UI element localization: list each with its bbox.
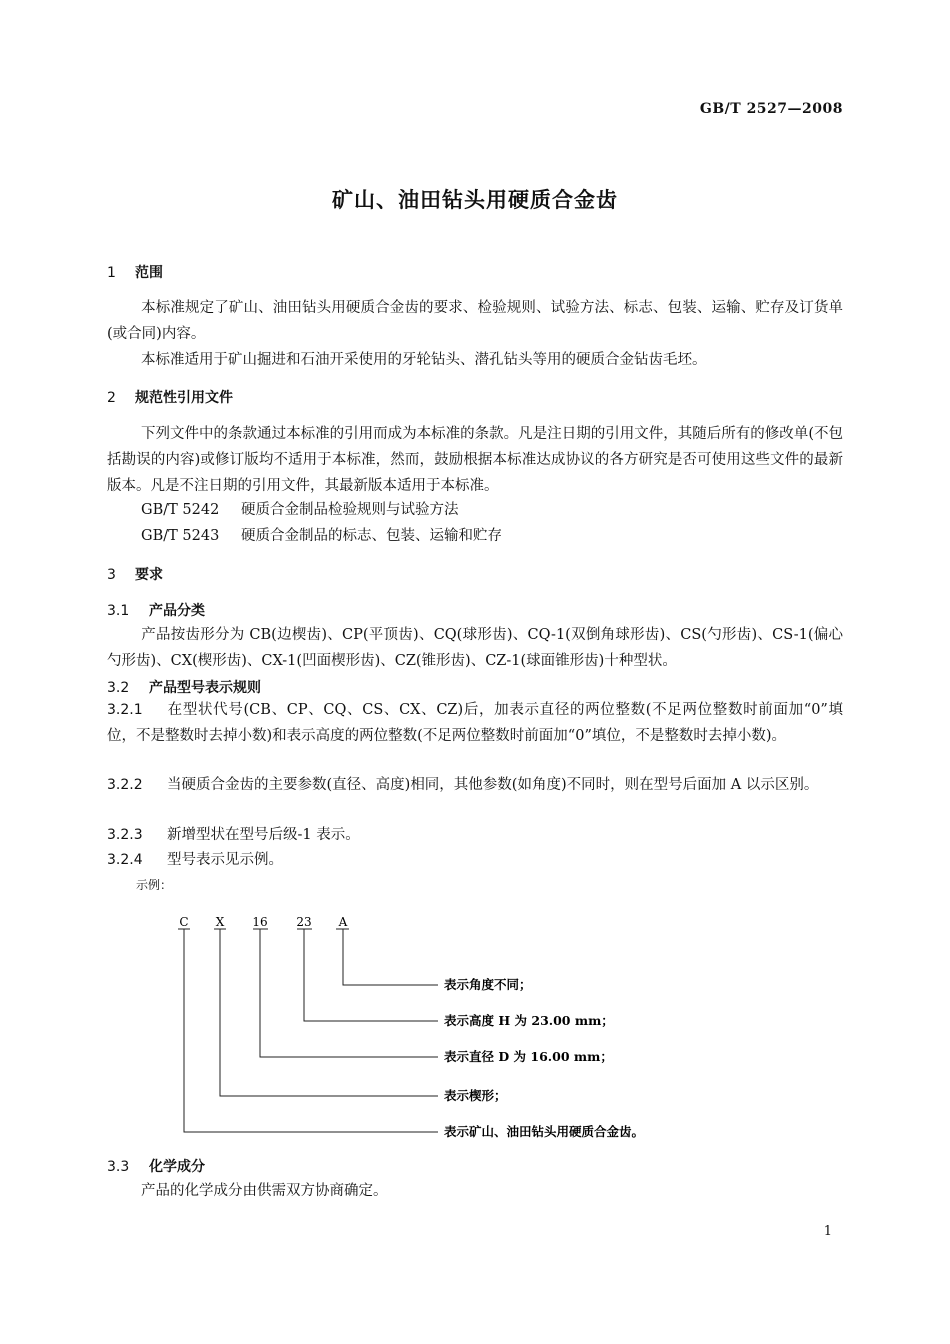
- paragraph-text: 本标准规定了矿山、油田钻头用硬质合金齿的要求、检验规则、试验方法、标志、包装、运输、贮存及订货单(或合同)内容。: [107, 300, 843, 342]
- label-height: 表示高度 H 为 23.00 mm；: [444, 1013, 614, 1028]
- paragraph-text: 下列文件中的条款通过本标准的引用而成为本标准的条款。凡是注日期的引用文件，其随后所有的修改单(不包括勘误的内容)或修订版均不适用于本标准，然而，鼓励根据本标准达成协议的各方研究是否可使用这些文件的最新版本。凡是不注日期的引用文件，其最新版本适用于本标准。: [107, 426, 843, 494]
- section-number: 3.1: [107, 603, 130, 619]
- section-number: 1: [107, 265, 116, 281]
- label-angle: 表示角度不同；: [444, 977, 532, 992]
- paragraph-text: 产品的化学成分由供需双方协商确定。: [141, 1183, 388, 1199]
- section-title: 产品型号表示规则: [149, 680, 261, 696]
- label-product: 表示矿山、油田钻头用硬质合金齿。: [444, 1124, 645, 1139]
- section-title: 化学成分: [149, 1159, 205, 1175]
- clause-text: 型号表示见示例。: [167, 852, 283, 868]
- code-shape-type: X: [215, 915, 225, 929]
- page-number: 1: [823, 1224, 832, 1239]
- clause-text: 当硬质合金齿的主要参数(直径、高度)相同，其他参数(如角度)不同时，则在型号后面加 A 以示区别。: [167, 777, 819, 793]
- section-title: 规范性引用文件: [135, 390, 233, 406]
- example-label: 示例：: [136, 878, 173, 892]
- standard-number: GB/T 2527—2008: [699, 101, 843, 117]
- code-height: 23: [296, 915, 312, 929]
- reference-code: GB/T 5242: [141, 502, 220, 518]
- section-number: 2: [107, 390, 116, 406]
- code-shape-prefix: C: [179, 915, 189, 929]
- section-number: 3.2: [107, 680, 130, 696]
- section-number: 3: [107, 567, 116, 583]
- reference-code: GB/T 5243: [141, 528, 220, 544]
- label-diameter: 表示直径 D 为 16.00 mm；: [444, 1049, 613, 1064]
- clause-number: 3.2.4: [107, 852, 143, 868]
- section-3-3-heading: [107, 1156, 205, 1176]
- clause-number: 3.2.2: [107, 777, 143, 793]
- label-wedge: 表示楔形；: [444, 1088, 507, 1103]
- section-3-3-paragraph: [107, 1178, 843, 1204]
- clause-number: 3.2.1: [107, 702, 143, 718]
- clause-text: 新增型状在型号后级-1 表示。: [167, 827, 360, 843]
- code-variant: A: [338, 915, 348, 929]
- section-title: 产品分类: [149, 603, 205, 619]
- code-diameter: 16: [252, 915, 268, 929]
- clause-number: 3.2.3: [107, 827, 143, 843]
- reference-title: 硬质合金制品检验规则与试验方法: [241, 502, 459, 518]
- reference-title: 硬质合金制品的标志、包装、运输和贮存: [241, 528, 502, 544]
- section-title: 要求: [135, 567, 163, 583]
- paragraph-text: 本标准适用于矿山掘进和石油开采使用的牙轮钻头、潜孔钻头等用的硬质合金钻齿毛坯。: [141, 352, 707, 368]
- document-title: 矿山、油田钻头用硬质合金齿: [332, 188, 618, 212]
- clause-text: 在型状代号(CB、CP、CQ、CS、CX、CZ)后，加表示直径的两位整数(不足两位整数时前面加“0”填位，不是整数时去掉小数)和表示高度的两位整数(不足两位整数时前面加“0”填位，不是整数时去掉小数)。: [107, 702, 843, 744]
- section-number: 3.3: [107, 1159, 130, 1175]
- paragraph-text: 产品按齿形分为 CB(边楔齿)、CP(平顶齿)、CQ(球形齿)、CQ-1(双倒角球形齿)、CS(勺形齿)、CS-1(偏心勺形齿)、CX(楔形齿)、CX-1(凹面楔形齿)、CZ(锥形齿)、CZ-1(球面锥形齿)十种型状。: [107, 627, 843, 669]
- section-title: 范围: [135, 265, 163, 281]
